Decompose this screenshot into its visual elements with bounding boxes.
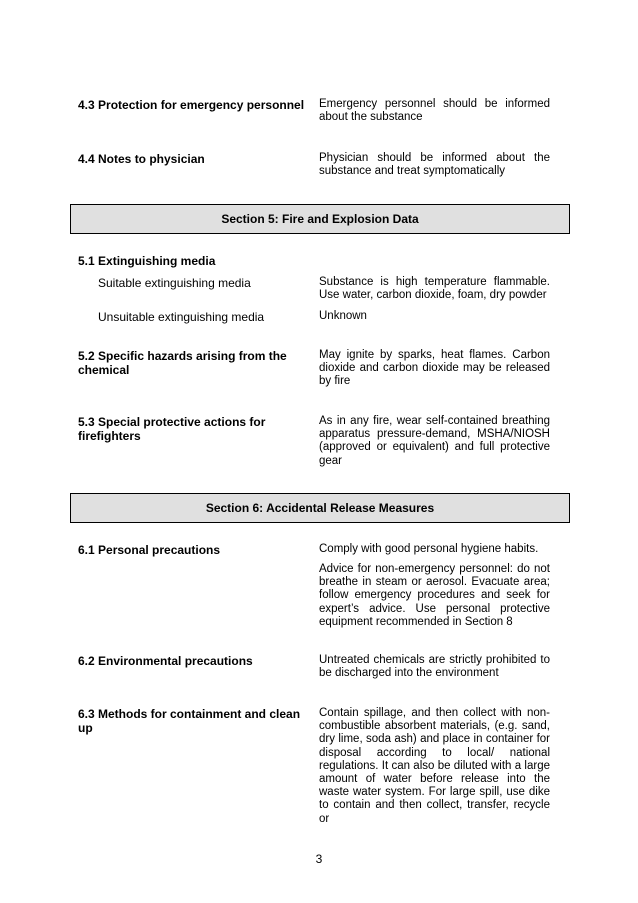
section-5-banner: Section 5: Fire and Explosion Data bbox=[70, 204, 570, 234]
label-unsuitable-media: Unsuitable extinguishing media bbox=[98, 310, 265, 324]
text-5-3: As in any fire, wear self-contained breathing apparatus pressure-demand, MSHA/NIOSH (approved or equivalent) and full protective gear bbox=[319, 415, 550, 467]
heading-5-1: 5.1 Extinguishing media bbox=[78, 254, 216, 268]
text-5-2: May ignite by sparks, heat flames. Carbon dioxide and carbon dioxide may be released by fire bbox=[319, 349, 550, 388]
text-6-2: Untreated chemicals are strictly prohibited to be discharged into the environment bbox=[319, 654, 550, 680]
heading-5-2: 5.2 Specific hazards arising from the chemical bbox=[78, 349, 287, 377]
text-6-1-a: Comply with good personal hygiene habits. bbox=[319, 543, 539, 555]
text-6-1-b: Advice for non-emergency personnel: do not breathe in steam or aerosol. Evacuate area; follow emergency procedures and seek for expert’s advice. Use personal protective equipment recommended in Section 8 bbox=[319, 563, 550, 628]
heading-6-3: 6.3 Methods for containment and clean up bbox=[78, 707, 301, 735]
text-4-4: Physician should be informed about the substance and treat symptomatically bbox=[319, 152, 550, 178]
text-suitable-media: Substance is high temperature flammable. Use water, carbon dioxide, foam, dry powder bbox=[319, 276, 550, 302]
heading-4-4: 4.4 Notes to physician bbox=[78, 152, 205, 166]
label-suitable-media: Suitable extinguishing media bbox=[98, 276, 251, 290]
page-number: 3 bbox=[315, 852, 323, 866]
text-6-3: Contain spillage, and then collect with non-combustible absorbent materials, (e.g. sand, dry lime, soda ash) and place in container for disposal according to local/ national regulations. It can also be diluted with a large amount of water before release into the waste water system. For large spill, use dike to contain and then collect, transfer, recycle or bbox=[319, 707, 550, 825]
heading-6-2: 6.2 Environmental precautions bbox=[78, 654, 253, 668]
heading-6-1: 6.1 Personal precautions bbox=[78, 543, 221, 557]
heading-4-3: 4.3 Protection for emergency personnel bbox=[78, 98, 305, 112]
text-4-3: Emergency personnel should be informed about the substance bbox=[319, 98, 550, 124]
text-unsuitable-media: Unknown bbox=[319, 310, 367, 322]
heading-5-3: 5.3 Special protective actions for firefighters bbox=[78, 415, 266, 443]
section-6-banner: Section 6: Accidental Release Measures bbox=[70, 493, 570, 523]
